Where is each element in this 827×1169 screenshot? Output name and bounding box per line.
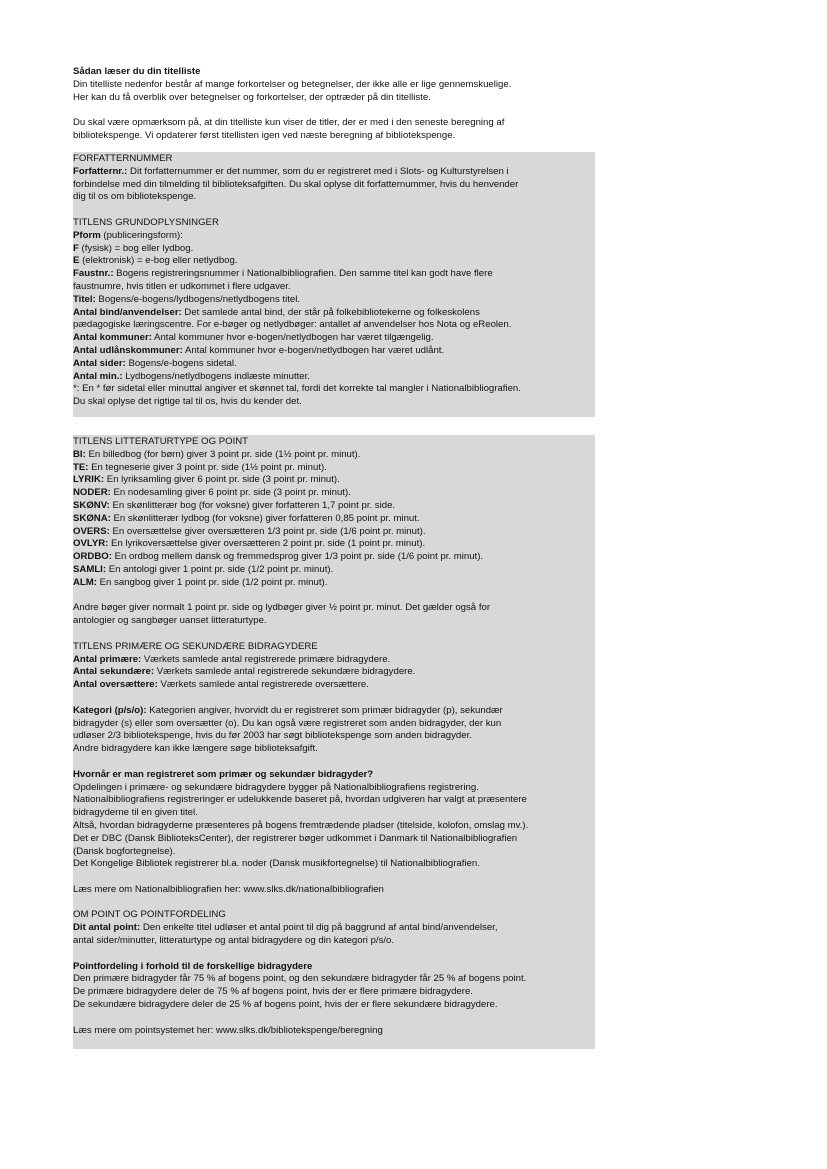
paragraph-line: Det Kongelige Bibliotek registrerer bl.a. noder (Dansk musikfortegnelse) til Nationalbibliografien. bbox=[73, 858, 480, 870]
definition: Bogens registreringsnummer i Nationalbibliografien. Den samme titel kan godt have flere bbox=[113, 268, 493, 280]
list-item bbox=[73, 500, 595, 513]
definition: (fysisk) = bog eller lydbog. bbox=[78, 242, 194, 254]
paragraph-line: Opdelingen i primære- og sekundære bidragydere bygger på Nationalbibliografiens registrering. bbox=[73, 781, 479, 793]
definition-line bbox=[73, 371, 595, 384]
definition: Kategorien angiver, hvorvidt du er registreret som primær bidragyder (p), sekundær bbox=[146, 704, 503, 716]
term: OVERS: bbox=[73, 525, 110, 537]
paragraph-line: Altså, hvordan bidragyderne præsenteres på bogens fremtrædende pladser (titelside, kolofon, omslag mv.). bbox=[73, 819, 529, 831]
definition-line: faustnumre, hvis titlen er udkommet i flere udgaver. bbox=[73, 280, 291, 292]
paragraph-line: Nationalbibliografiens registreringer er udelukkende baseret på, hvordan udgiveren har valgt at præsentere bbox=[73, 794, 527, 806]
definition-line bbox=[73, 332, 595, 345]
definition-line bbox=[73, 679, 595, 692]
paragraph-line: Andre bøger giver normalt 1 point pr. side og lydbøger giver ½ point pr. minut. Det gælder også for bbox=[73, 602, 491, 614]
term: Pform bbox=[73, 229, 101, 241]
subheading-hvornaar: Hvornår er man registreret som primær og sekundær bidragyder? bbox=[73, 768, 374, 780]
paragraph-line: Den primære bidragyder får 75 % af bogens point, og den sekundære bidragyder får 25 % af bogens point. bbox=[73, 973, 527, 985]
definition-line bbox=[73, 243, 595, 256]
term: Dit antal point: bbox=[73, 922, 141, 934]
definition: Dit forfatternummer er det nummer, som du er registreret med i Slots- og Kulturstyrelsen i bbox=[127, 165, 509, 177]
definition: Den enkelte titel udløser et antal point til dig på baggrund af antal bind/anvendelser, bbox=[140, 922, 498, 934]
definition-line: *: En * før sidetal eller minuttal angiver et skønnet tal, fordi det korrekte tal mangler i Nationalbibliografien. bbox=[73, 383, 521, 395]
term: LYRIK: bbox=[73, 474, 105, 486]
definition-line bbox=[73, 358, 595, 371]
definition-line bbox=[73, 307, 595, 320]
paragraph-line: antologier og sangbøger uanset litteraturtype. bbox=[73, 615, 267, 627]
paragraph-line: De sekundære bidragydere deler de 25 % af bogens point, hvis der er flere sekundære bidragydere. bbox=[73, 999, 498, 1011]
definition-line bbox=[73, 345, 595, 358]
section-heading-om-point: OM POINT OG POINTFORDELING bbox=[73, 909, 226, 921]
intro-line: Du skal være opmærksom på, at din titelliste kun viser de titler, der er med i den seneste beregning af bbox=[73, 117, 505, 129]
definition: En lyriksamling giver 6 point pr. side (3 point pr. minut). bbox=[104, 474, 340, 486]
definition-line: pædagogiske læringscentre. For e-bøger og netlydbøger: antallet af anvendelser hos Nota og eReolen. bbox=[73, 319, 512, 331]
definition: Lydbogens/netlydbogens indlæste minutter. bbox=[122, 370, 310, 382]
definition: Værkets samlede antal registrerede primære bidragydere. bbox=[141, 653, 391, 665]
definition-line bbox=[73, 666, 595, 679]
definition: En skønlitterær bog (for voksne) giver forfatteren 1,7 point pr. side. bbox=[109, 499, 396, 511]
intro-heading: Sådan læser du din titelliste bbox=[73, 66, 201, 77]
definition: En skønlitterær lydbog (for voksne) giver forfatteren 0,85 point pr. minut. bbox=[110, 512, 420, 524]
definition: Bogens/e-bogens sidetal. bbox=[125, 357, 237, 369]
definition-line: dig til os om bibliotekspenge. bbox=[73, 191, 197, 203]
definition: En nodesamling giver 6 point pr. side (3 point pr. minut). bbox=[110, 487, 351, 499]
definition-line bbox=[73, 705, 595, 718]
term: Titel: bbox=[73, 293, 96, 305]
definition: En ordbog mellem dansk og fremmedsprog giver 1/3 point pr. side (1/6 point pr. minut). bbox=[111, 551, 484, 563]
definition-line: forbindelse med din tilmelding til biblioteksafgiften. Du skal oplyse dit forfatternummer, hvis du henvender bbox=[73, 178, 519, 190]
definition: Værkets samlede antal registrerede sekundære bidragydere. bbox=[154, 666, 416, 678]
paragraph-line: (Dansk bogfortegnelse). bbox=[73, 845, 176, 857]
list-item bbox=[73, 449, 595, 462]
list-item bbox=[73, 551, 595, 564]
term: Antal udlånskommuner: bbox=[73, 344, 183, 356]
definition: En tegneserie giver 3 point pr. side (1½ point pr. minut). bbox=[88, 461, 327, 473]
term: E bbox=[73, 255, 80, 267]
term: Kategori (p/s/o): bbox=[73, 704, 147, 716]
list-item bbox=[73, 538, 595, 551]
list-item bbox=[73, 564, 595, 577]
term: Antal sekundære: bbox=[73, 666, 155, 678]
definition: En lyrikoversættelse giver oversætteren 2 point pr. side (1 point pr. minut). bbox=[108, 538, 426, 550]
term: SAMLI: bbox=[73, 563, 107, 575]
list-item bbox=[73, 513, 595, 526]
paragraph-line: Det er DBC (Dansk BiblioteksCenter), der registrerer bøger udkommet i Danmark til Nationalbibliografien bbox=[73, 832, 518, 844]
definition: En sangbog giver 1 point pr. side (1/2 point pr. minut). bbox=[96, 576, 328, 588]
term: Antal min.: bbox=[73, 370, 123, 382]
intro-line: bibliotekspenge. Vi opdaterer først titellisten igen ved næste beregning af bibliotekspenge. bbox=[73, 129, 456, 141]
term: SKØNV: bbox=[73, 499, 110, 511]
definition: Antal kommuner hvor e-bogen/netlydbogen har været udlånt. bbox=[182, 344, 445, 356]
subheading-pointfordeling: Pointfordeling i forhold til de forskellige bidragydere bbox=[73, 960, 313, 972]
definition: Det samlede antal bind, der står på folkebibliotekerne og folkeskolens bbox=[181, 306, 480, 318]
definition: (elektronisk) = e-bog eller netlydbog. bbox=[79, 255, 238, 267]
term: Faustnr.: bbox=[73, 268, 114, 280]
definition-line bbox=[73, 230, 595, 243]
list-item bbox=[73, 474, 595, 487]
term: Antal sider: bbox=[73, 357, 126, 369]
definition-line: bidragyder (s) eller som oversætter (o). Du kan også være registreret som anden bidragyder, der kun bbox=[73, 717, 502, 729]
definition: (publiceringsform): bbox=[100, 229, 183, 241]
definition-line: Andre bidragydere kan ikke længere søge biblioteksafgift. bbox=[73, 743, 318, 755]
intro-section bbox=[73, 66, 595, 143]
read-more-nationalbibliografien: Læs mere om Nationalbibliografien her: www.slks.dk/nationalbibliografien bbox=[73, 883, 384, 895]
definition-line: antal sider/minutter, litteraturtype og antal bidragydere og din kategori p/s/o. bbox=[73, 935, 395, 947]
term: BI: bbox=[73, 448, 86, 460]
definition-line bbox=[73, 654, 595, 667]
list-item bbox=[73, 577, 595, 590]
intro-line: Din titelliste nedenfor består af mange forkortelser og betegnelser, der ikke alle er lige gennemskuelige. bbox=[73, 78, 512, 90]
literature-type-list bbox=[73, 449, 595, 590]
paragraph-line: De primære bidragydere deler de 75 % af bogens point, hvis der er flere primære bidragydere. bbox=[73, 986, 473, 998]
term: Antal primære: bbox=[73, 653, 142, 665]
section-heading-bidragydere: TITLENS PRIMÆRE OG SEKUNDÆRE BIDRAGYDERE bbox=[73, 640, 318, 652]
term: Antal oversættere: bbox=[73, 679, 158, 691]
section-heading-litteraturtype: TITLENS LITTERATURTYPE OG POINT bbox=[73, 436, 249, 447]
definition-line bbox=[73, 268, 595, 281]
list-item bbox=[73, 526, 595, 539]
definition-line: Du skal oplyse det rigtige tal til os, hvis du kender det. bbox=[73, 396, 302, 408]
definition: Antal kommuner hvor e-bogen/netlydbogen har været tilgængelig. bbox=[151, 332, 434, 344]
term: NODER: bbox=[73, 487, 111, 499]
term: Antal bind/anvendelser: bbox=[73, 306, 182, 318]
info-box-basics bbox=[73, 152, 595, 417]
definition: En antologi giver 1 point pr. side (1/2 point pr. minut). bbox=[106, 563, 334, 575]
term: Antal kommuner: bbox=[73, 332, 152, 344]
list-item bbox=[73, 462, 595, 475]
read-more-pointsystemet: Læs mere om pointsystemet her: www.slks.dk/bibliotekspenge/beregning bbox=[73, 1024, 383, 1036]
intro-line: Her kan du få overblik over betegnelser og forkortelser, der optræder på din titelliste. bbox=[73, 91, 431, 103]
term: Forfatternr.: bbox=[73, 165, 128, 177]
term: ORDBO: bbox=[73, 551, 112, 563]
definition-line bbox=[73, 166, 595, 179]
definition-line bbox=[73, 922, 595, 935]
definition-line: udløser 2/3 bibliotekspenge, hvis du før 2003 har søgt bibliotekspenge som anden bidragyder. bbox=[73, 730, 472, 742]
paragraph-line: bidragyderne til en given titel. bbox=[73, 807, 198, 819]
list-item bbox=[73, 487, 595, 500]
term: ALM: bbox=[73, 576, 97, 588]
definition: Bogens/e-bogens/lydbogens/netlydbogens titel. bbox=[95, 293, 301, 305]
term: TE: bbox=[73, 461, 89, 473]
term: OVLYR: bbox=[73, 538, 109, 550]
info-box-points bbox=[73, 435, 595, 1049]
section-heading-grundoplysninger: TITLENS GRUNDOPLYSNINGER bbox=[73, 216, 219, 228]
definition-line bbox=[73, 255, 595, 268]
term: SKØNA: bbox=[73, 512, 111, 524]
definition: En oversættelse giver oversætteren 1/3 point pr. side (1/6 point pr. minut). bbox=[109, 525, 426, 537]
definition: Værkets samlede antal registrerede oversættere. bbox=[157, 679, 369, 691]
section-heading-forfatternummer: FORFATTERNUMMER bbox=[73, 153, 173, 164]
term: F bbox=[73, 242, 79, 254]
definition-line bbox=[73, 294, 595, 307]
definition: En billedbog (for børn) giver 3 point pr. side (1½ point pr. minut). bbox=[85, 448, 361, 460]
